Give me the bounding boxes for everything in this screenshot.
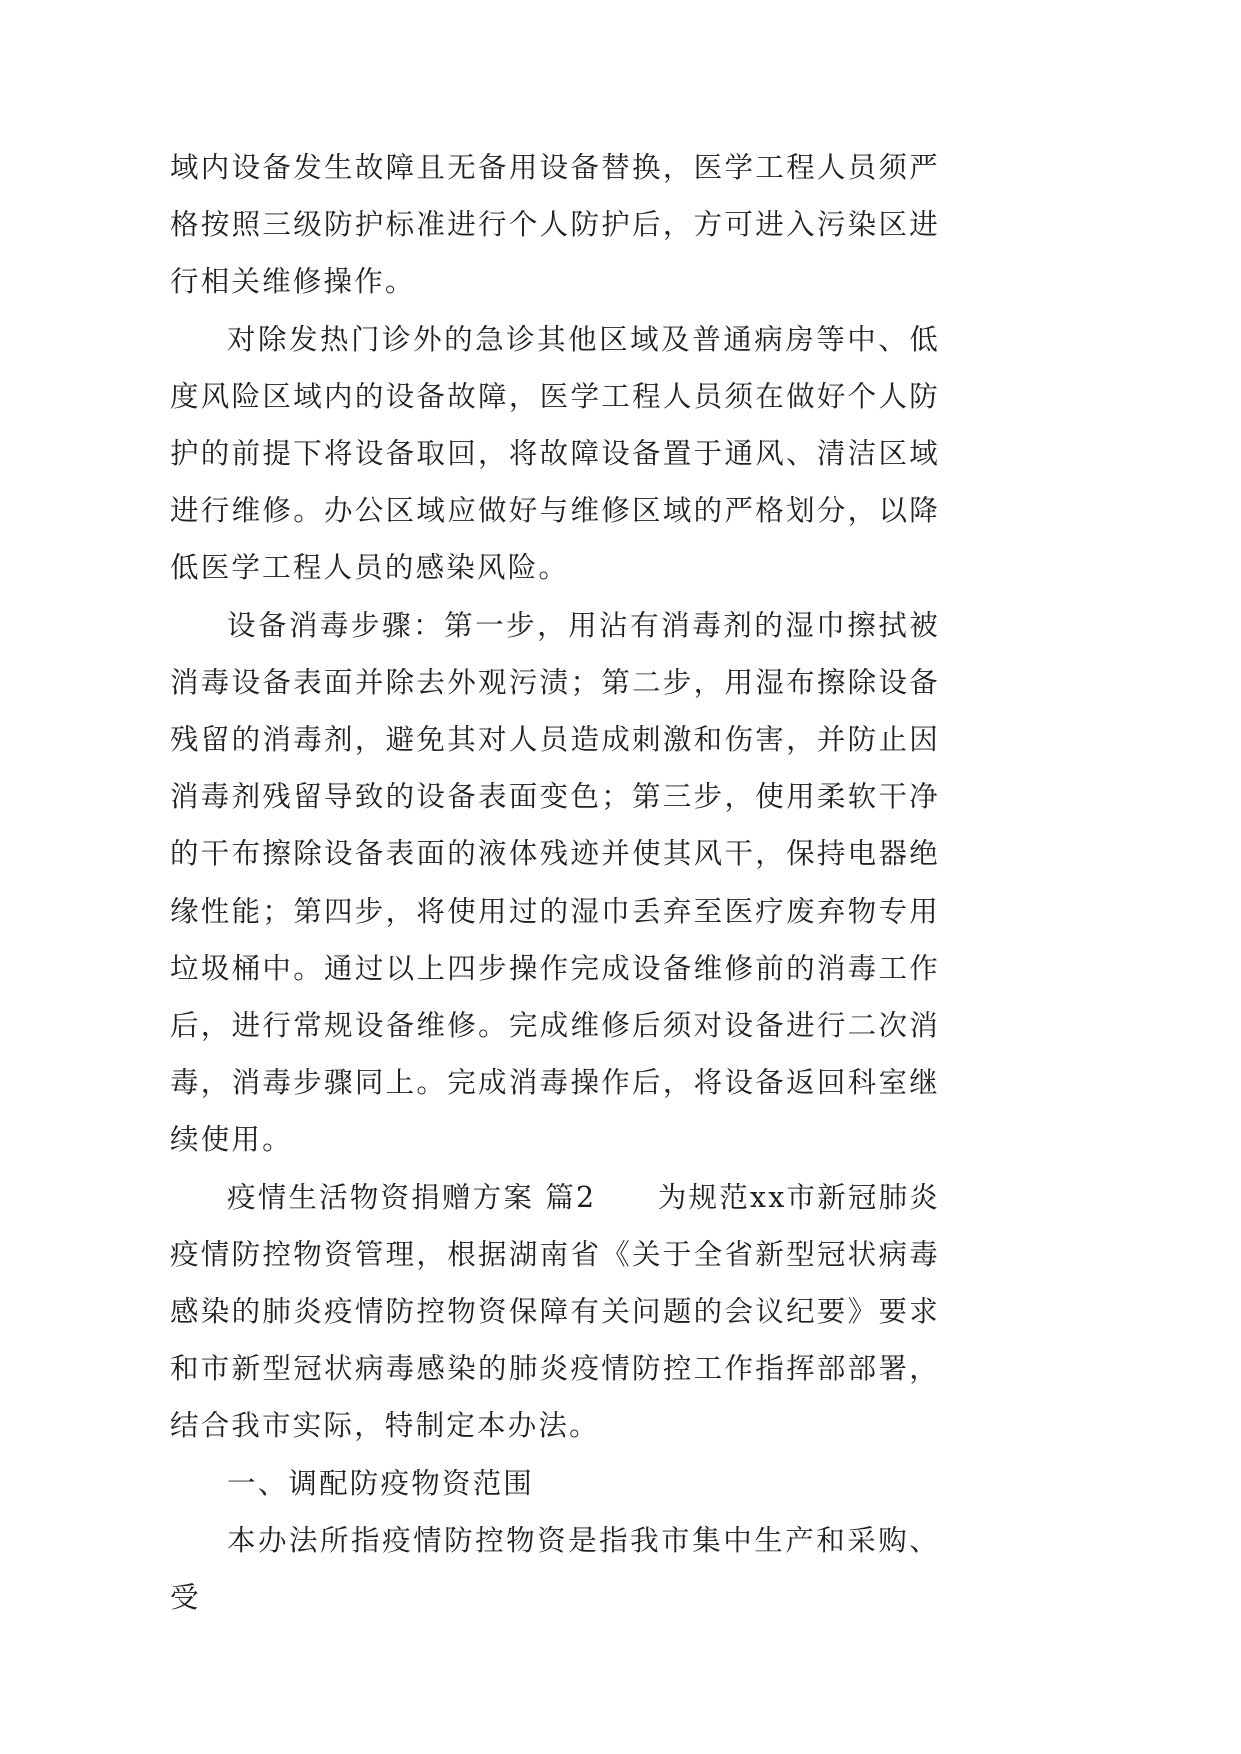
paragraph-donation-plan-intro: 疫情生活物资捐赠方案 篇2 为规范xx市新冠肺炎疫情防控物资管理，根据湖南省《关于全省新型冠状病毒感染的肺炎疫情防控物资保障有关问题的会议纪要》要求和市新型冠状病毒感染的肺炎疫情防控工作指挥部部署，结合我市实际，特制定本办法。 [170,1180,940,1443]
paragraph-disinfection-steps: 设备消毒步骤：第一步，用沾有消毒剂的湿巾擦拭被消毒设备表面并除去外观污渍；第二步，用湿布擦除设备残留的消毒剂，避免其对人员造成刺激和伤害，并防止因消毒剂残留导致的设备表面变色；第三步，使用柔软干净的干布擦除设备表面的液体残迹并使其风干，保持电器绝缘性能；第四步，将使用过的湿巾丢弃至医疗废弃物专用垃圾桶中。通过以上四步操作完成设备维修前的消毒工作后，进行常规设备维修。完成维修后须对设备进行二次消毒，消毒步骤同上。完成消毒操作后，将设备返回科室继续使用。 [170,608,940,1157]
document-body [170,139,940,1626]
paragraph-equipment-retrieval: 对除发热门诊外的急诊其他区域及普通病房等中、低度风险区域内的设备故障，医学工程人员须在做好个人防护的前提下将设备取回，将故障设备置于通风、清洁区域进行维修。办公区域应做好与维修区域的严格划分，以降低医学工程人员的感染风险。 [170,322,940,585]
paragraph-supply-definition: 本办法所指疫情防控物资是指我市集中生产和采购、受 [170,1523,940,1615]
section-heading-supply-scope: 一、调配防疫物资范围 [227,1466,535,1500]
paragraph-continuation: 域内设备发生故障且无备用设备替换，医学工程人员须严格按照三级防护标准进行个人防护后，方可进入污染区进行相关维修操作。 [170,151,940,299]
